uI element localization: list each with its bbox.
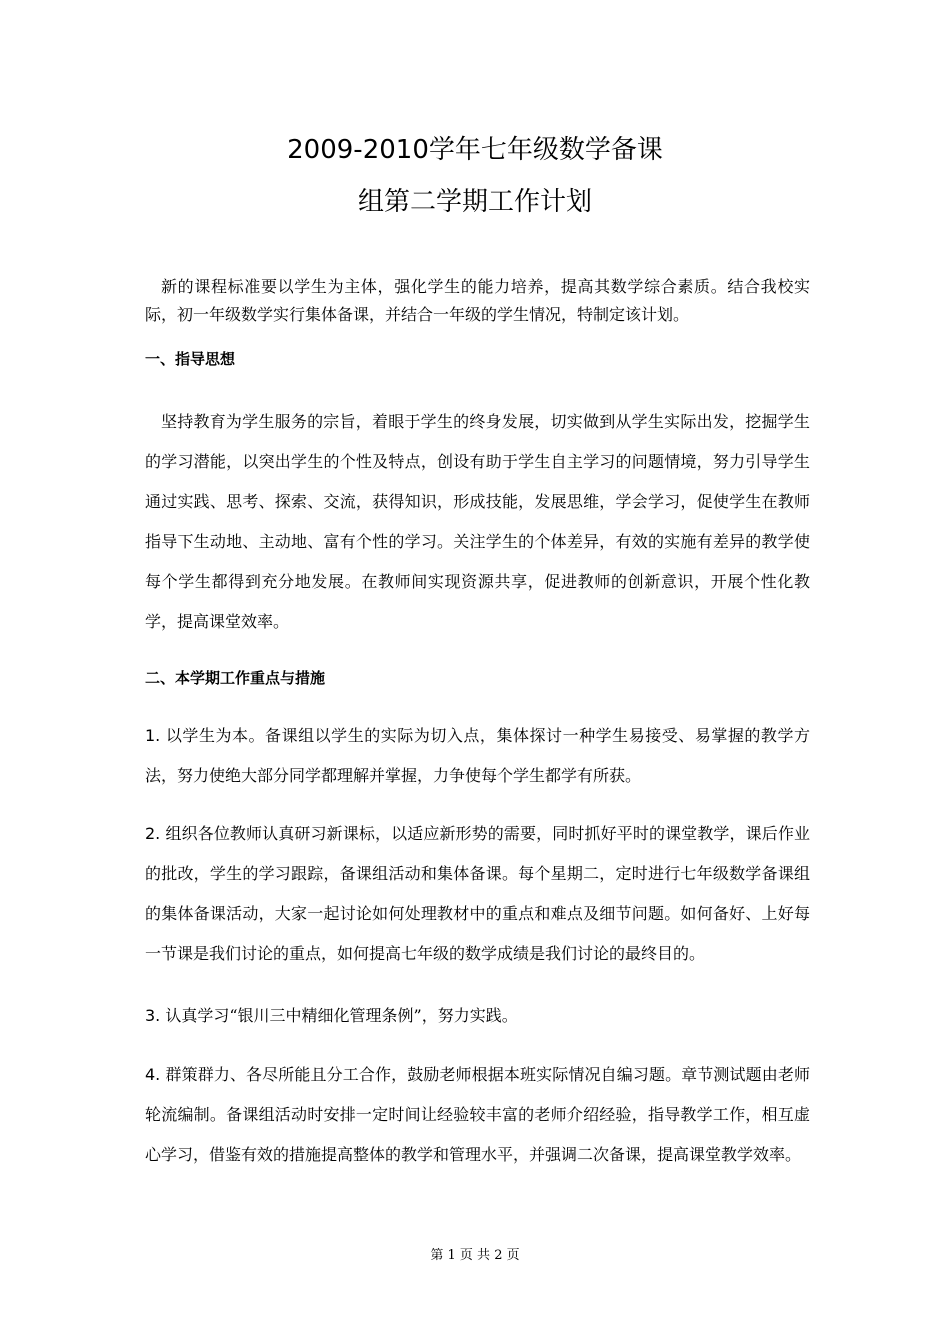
list-item-number: 4. bbox=[145, 1065, 161, 1084]
guiding-ideology-paragraph: 坚持教育为学生服务的宗旨，着眼于学生的终身发展，切实做到从学生实际出发，挖掘学生的学习潜能，以突出学生的个性及特点，创设有助于学生自主学习的问题情境，努力引导学生通过实践、思考、探索、交流，获得知识，形成技能，发展思维，学会学习，促使学生在教师指导下生动地、主动地、富有个性的学习。关注学生的个体差异，有效的实施有差异的教学使每个学生都得到充分地发展。在教师间实现资源共享，促进教师的创新意识，开展个性化教学，提高课堂效率。 bbox=[145, 412, 810, 631]
list-item bbox=[145, 996, 810, 1036]
list-item bbox=[145, 1055, 810, 1175]
section-heading-work-focus: 二、本学期工作重点与措施 bbox=[145, 669, 326, 687]
list-item-text: 认真学习“银川三中精细化管理条例”，努力实践。 bbox=[160, 1006, 518, 1025]
list-item-number: 1. bbox=[145, 726, 161, 745]
list-item bbox=[145, 716, 810, 796]
list-item-number: 2. bbox=[145, 824, 161, 843]
document-title-line-1: 2009-2010学年七年级数学备课 bbox=[287, 135, 663, 165]
list-item-number: 3. bbox=[145, 1006, 161, 1025]
list-item-text: 群策群力、各尽所能且分工合作，鼓励老师根据本班实际情况自编习题。章节测试题由老师轮流编制。备课组活动时安排一定时间让经验较丰富的老师介绍经验，指导教学工作，相互虚心学习，借鉴有效的措施提高整体的教学和管理水平，并强调二次备课，提高课堂教学效率。 bbox=[145, 1065, 810, 1164]
document-title-line-2: 组第二学期工作计划 bbox=[357, 187, 592, 217]
intro-paragraph: 新的课程标准要以学生为主体，强化学生的能力培养，提高其数学综合素质。结合我校实际，初一年级数学实行集体备课，并结合一年级的学生情况，特制定该计划。 bbox=[145, 277, 810, 324]
section-heading-guiding-ideology: 一、指导思想 bbox=[145, 350, 236, 368]
list-item-text: 以学生为本。备课组以学生的实际为切入点，集体探讨一种学生易接受、易掌握的教学方法，努力使绝大部分同学都理解并掌握，力争使每个学生都学有所获。 bbox=[145, 726, 810, 785]
list-item-text: 组织各位教师认真研习新课标，以适应新形势的需要，同时抓好平时的课堂教学，课后作业的批改，学生的学习跟踪，备课组活动和集体备课。每个星期二，定时进行七年级数学备课组的集体备课活动，大家一起讨论如何处理教材中的重点和难点及细节问题。如何备好、上好每一节课是我们讨论的重点，如何提高七年级的数学成绩是我们讨论的最终目的。 bbox=[145, 824, 810, 963]
page-footer: 第 1 页 共 2 页 bbox=[430, 1248, 520, 1263]
list-item bbox=[145, 814, 810, 974]
